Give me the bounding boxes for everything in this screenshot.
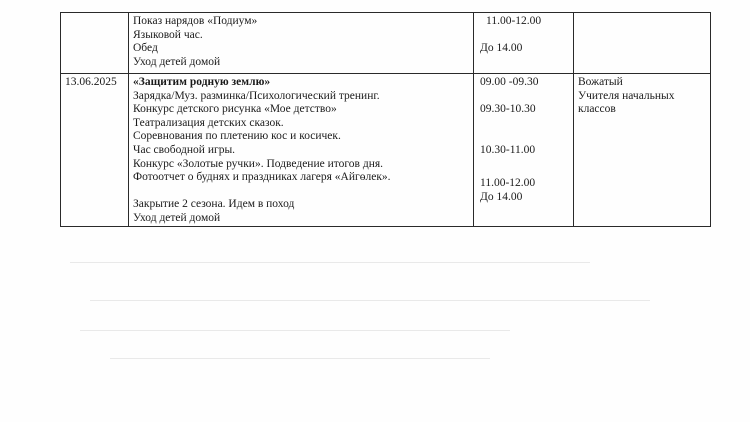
date-cell (61, 74, 129, 227)
responsible-item: Учителя начальных (578, 89, 675, 102)
activity-item: Конкурс «Золотые ручки». Подведение итогов дня. (133, 157, 384, 170)
time-item: До 14.00 (480, 42, 523, 55)
scan-artifact-line (80, 330, 510, 331)
activity-item: Уход детей домой (133, 55, 221, 68)
activity-item: Театрализация детских сказок. (133, 116, 284, 129)
schedule-table (60, 12, 711, 227)
table-row (61, 13, 711, 74)
scan-artifact-line (90, 300, 650, 301)
activity-item: Показ нарядов «Подиум» (133, 15, 258, 27)
responsible-cell (574, 13, 711, 74)
activity-item: Обед (133, 42, 158, 55)
activity-item: Уход детей домой (133, 211, 221, 224)
activity-item: Соревнования по плетению кос и косичек. (133, 130, 341, 143)
responsible-item: классов (578, 103, 616, 116)
time-cell (474, 74, 574, 227)
activity-item: Фотоотчет о буднях и праздниках лагеря «Айгөлек». (133, 171, 391, 184)
time-cell (474, 13, 574, 74)
time-item: 09.00 -09.30 (480, 76, 539, 88)
date-cell (61, 13, 129, 74)
activity-item: Зарядка/Муз. разминка/Психологический тренинг. (133, 89, 380, 102)
responsible-item: Вожатый (578, 76, 623, 88)
time-item: 11.00-12.00 (480, 177, 536, 190)
activities-cell (129, 74, 474, 227)
scan-artifact-line (110, 358, 490, 359)
time-item: 10.30-11.00 (480, 143, 536, 156)
activities-cell (129, 13, 474, 74)
scan-artifact-line (70, 262, 590, 263)
day-theme-title: «Защитим родную землю» (133, 76, 271, 88)
activity-item: Закрытие 2 сезона. Идем в поход (133, 198, 295, 211)
activity-item: Языковой час. (133, 28, 203, 41)
time-item: 11.00-12.00 (486, 15, 542, 27)
activity-item: Конкурс детского рисунка «Мое детство» (133, 103, 337, 116)
time-item: 09.30-10.30 (480, 103, 536, 116)
responsible-cell (574, 74, 711, 227)
table-row (61, 74, 711, 227)
date-label: 13.06.2025 (65, 76, 117, 88)
activity-item: Час свободной игры. (133, 143, 236, 156)
time-item: До 14.00 (480, 190, 523, 203)
